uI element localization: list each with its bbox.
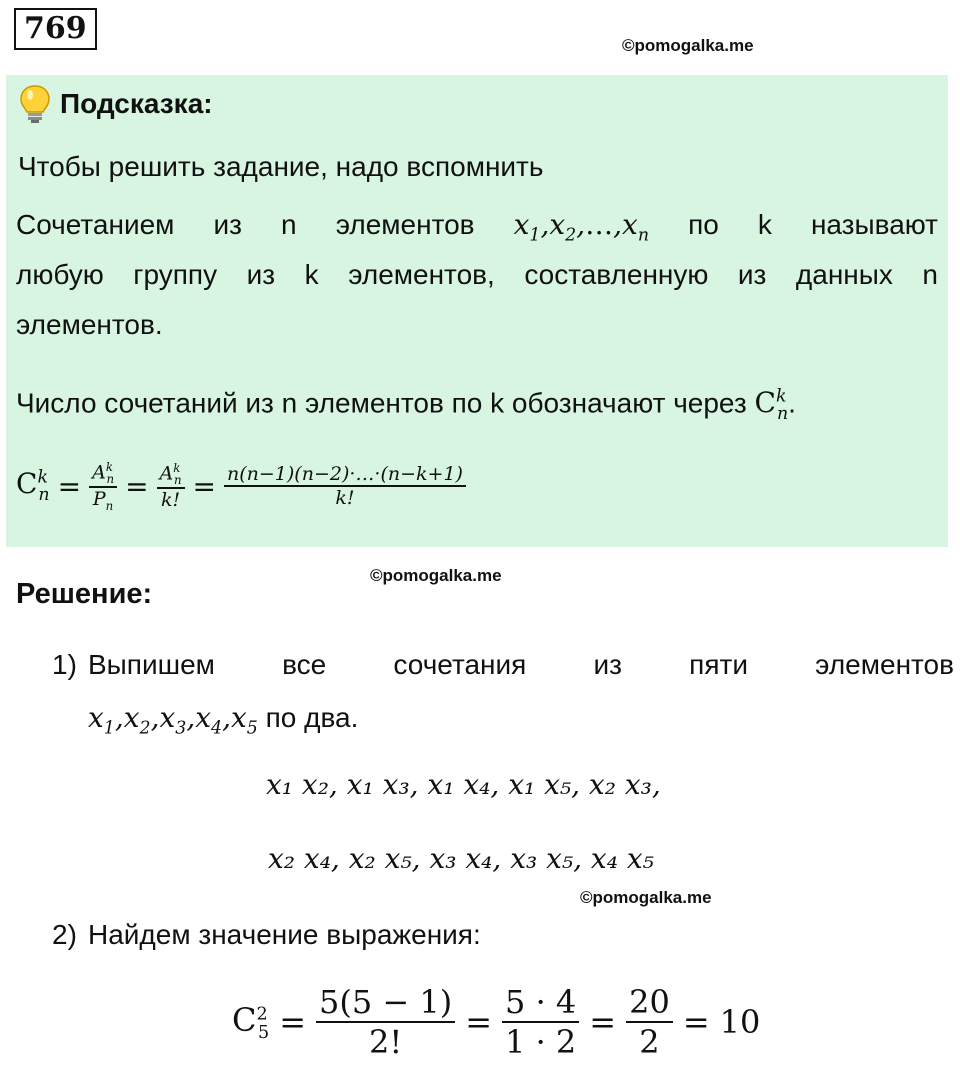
definition-text-end: по k называют bbox=[688, 209, 938, 240]
formula-numerator: n(n−1)(n−2)·…·(n−k+1) bbox=[224, 463, 466, 487]
solution-title: Решение: bbox=[16, 578, 153, 610]
pairs-line-2: x₂ x₄, x₂ x₅, x₃ x₄, x₃ x₅, x₄ x₅ bbox=[268, 842, 654, 875]
five-elements: $x_1,x_2,x_3,x_4,x_5$ bbox=[88, 701, 258, 739]
element-sequence: $x_1,x_2,\dots,x_n$ bbox=[513, 208, 649, 246]
step1-line-2 bbox=[88, 693, 358, 754]
step1-number: 1) bbox=[52, 649, 77, 680]
final-calculation: $C^2_5$ = $\frac{5(5 - 1)}{2!}$ = $\frac{5 \cdot 4}{1 \cdot 2}$ = $\frac{20}{2}$ = 10 bbox=[232, 983, 761, 1061]
watermark: ©pomogalka.me bbox=[370, 566, 502, 585]
step1-tail: по два. bbox=[265, 702, 359, 733]
step2-number: 2) bbox=[52, 919, 77, 950]
hint-intro: Чтобы решить задание, надо вспомнить bbox=[18, 151, 544, 182]
hint-header bbox=[18, 84, 213, 124]
definition-line-2: любую группу из k элементов, составленную из данных n bbox=[16, 259, 938, 290]
formula-denominator: k! bbox=[335, 487, 355, 509]
watermark: ©pomogalka.me bbox=[622, 36, 754, 55]
combination-formula: $C^k_n$ = $\frac{A^k_n}{P_n}$ = $\frac{A^k_n}{k!}$ = $\frac{n(n-1)(n-2)\cdot\dots\cdot(n-k+1)}{k!}$ bbox=[16, 446, 466, 526]
definition-text: Сочетанием из n элементов bbox=[16, 209, 475, 240]
notation-line: Число сочетаний из n элементов по k обозначают через $C^k_n$. bbox=[16, 386, 796, 424]
step2-text: Найдем значение выражения: bbox=[88, 919, 481, 950]
pairs-line-1: x₁ x₂, x₁ x₃, x₁ x₄, x₁ x₅, x₂ x₃, bbox=[266, 768, 661, 801]
notation-text: Число сочетаний из n элементов по k обозначают через bbox=[16, 387, 747, 419]
step1-text: Выпишем все сочетания из пяти элементов bbox=[88, 649, 954, 680]
combination-symbol: $C^k_n$ bbox=[754, 386, 789, 424]
lightbulb-icon bbox=[18, 84, 52, 124]
definition-line-3: элементов. bbox=[16, 309, 163, 340]
result-value: 10 bbox=[719, 1003, 761, 1041]
hint-title: Подсказка: bbox=[60, 88, 213, 119]
task-number: 769 bbox=[14, 8, 97, 50]
watermark: ©pomogalka.me bbox=[580, 888, 712, 907]
